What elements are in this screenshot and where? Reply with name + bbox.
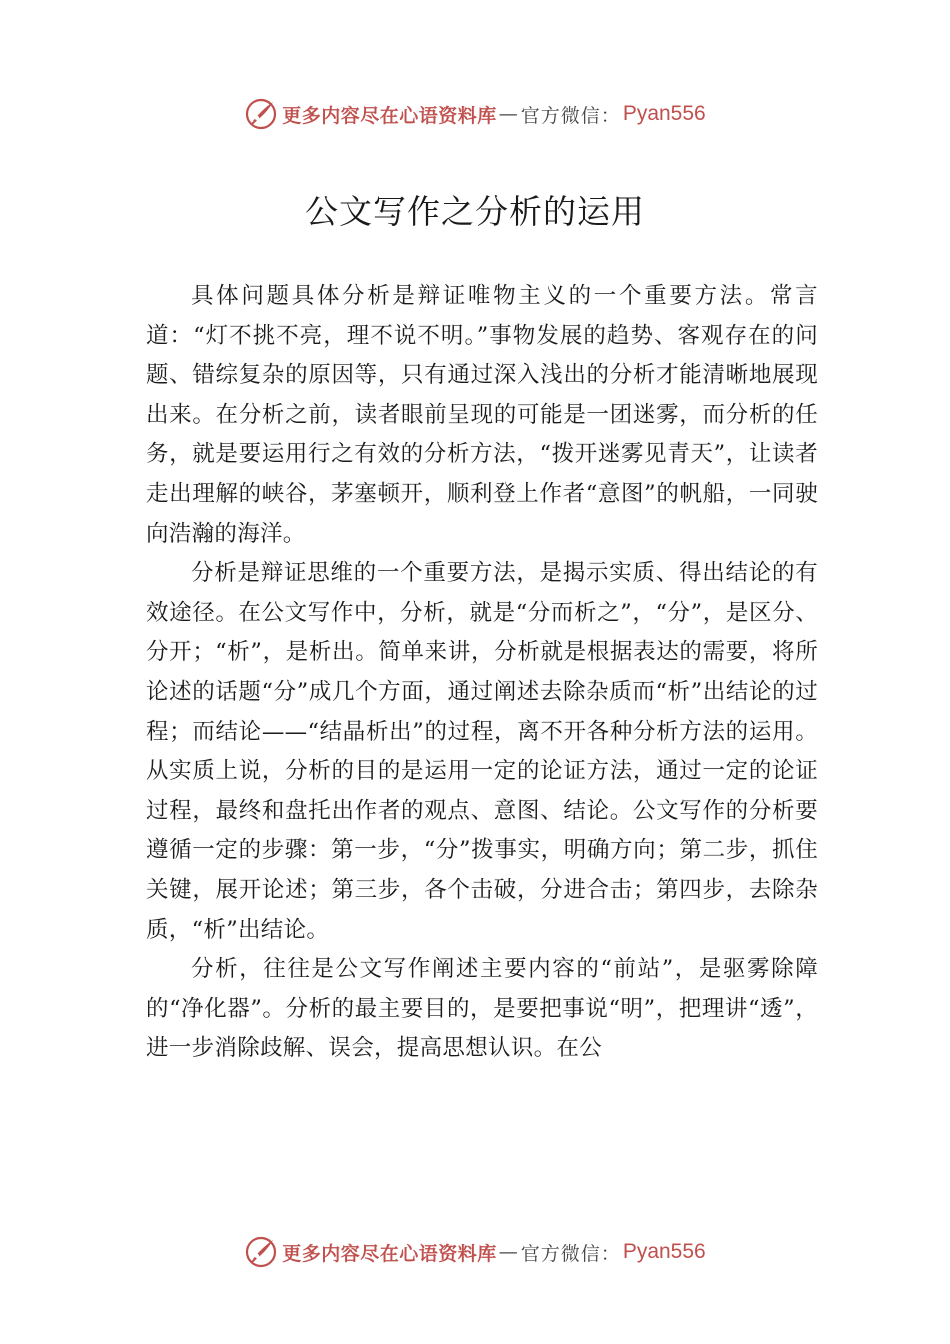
paragraph-3: 分析，往往是公文写作阐述主要内容的“前站”，是驱雾除障的“净化器”。分析的最主要目的，是要把事说“明”，把理讲“透”，进一步消除歧解、误会，提高思想认识。在公 [146, 956, 818, 1062]
document-title: 公文写作之分析的运用 [305, 192, 645, 231]
document-body [146, 277, 818, 1069]
header-banner [0, 94, 950, 134]
banner-dash: — [498, 1241, 519, 1263]
paragraph-1: 具体问题具体分析是辩证唯物主义的一个重要方法。常言道：“灯不挑不亮，理不说不明。”事物发展的趋势、客观存在的问题、错综复杂的原因等，只有通过深入浅出的分析才能清晰地展现出来。在分析之前，读者眼前呈现的可能是一团迷雾，而分析的任务，就是要运用行之有效的分析方法，“拨开迷雾见青天”，让读者走出理解的峡谷，茅塞顿开，顺利登上作者“意图”的帆船，一同驶向浩瀚的海洋。 [146, 283, 818, 547]
banner-dash: — [498, 103, 519, 125]
paragraph-2: 分析是辩证思维的一个重要方法，是揭示实质、得出结论的有效途径。在公文写作中，分析，就是“分而析之”，“分”，是区分、分开；“析”，是析出。简单来讲，分析就是根据表达的需要，将所论述的话题“分”成几个方面，通过阐述去除杂质而“析”出结论的过程；而结论——“结晶析出”的过程，离不开各种分析方法的运用。从实质上说，分析的目的是运用一定的论证方法，通过一定的论证过程，最终和盘托出作者的观点、意图、结论。公文写作的分析要遵循一定的步骤：第一步，“分”拨事实，明确方向；第二步，抓住关键，展开论述；第三步，各个击破，分进合击；第四步，去除杂质，“析”出结论。 [146, 560, 818, 943]
quill-pen-logo-icon [244, 1235, 278, 1269]
banner-site-name: 更多内容尽在心语资料库 [282, 104, 497, 127]
banner-wechat-id: Pyan556 [622, 1240, 706, 1263]
banner-wechat-id: Pyan556 [622, 102, 706, 125]
quill-pen-logo-icon [244, 97, 278, 131]
banner-wechat-label: 官方微信： [520, 104, 621, 127]
banner-wechat-label: 官方微信： [520, 1242, 621, 1265]
banner-site-name: 更多内容尽在心语资料库 [282, 1242, 497, 1265]
footer-banner [0, 1232, 950, 1272]
